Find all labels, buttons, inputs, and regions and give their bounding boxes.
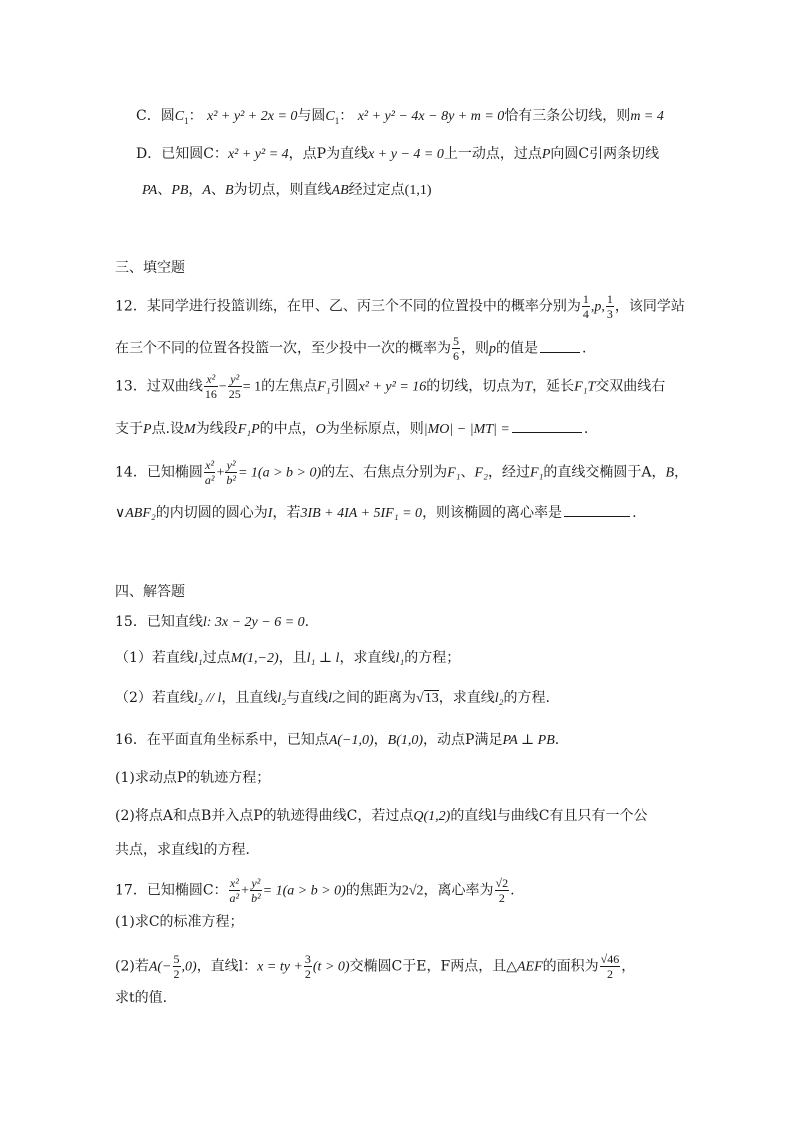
fraction: $\frac{\text{x²}}{16}$	[204, 372, 217, 401]
question-16-part2-line2: 共点，求直线l的方程．	[115, 842, 260, 858]
fraction: $\frac{\text{y²}}{\text{b²}}$	[226, 458, 236, 487]
fraction: $\frac{3}{2}$	[304, 952, 311, 981]
option-d-line2: PA、PB，A、B为切点，则直线AB经过定点(1,1)	[142, 182, 432, 198]
question-12-line2: 在三个不同的位置各投篮一次，至少投中一次的概率为 $\frac{5}{6}$ ，则p的值是 .	[115, 334, 587, 363]
question-16: 16．在平面直角坐标系中，已知点A(−1,0)，B(1,0)，动点P满足PA ⊥ PB.	[115, 732, 560, 748]
option-c: C．圆$C_1$： x² + y² + 2x = 0与圆$C_1$： x² + y² − 4x − 8y + m = 0恰有三条公切线，则m = 4	[136, 108, 664, 126]
question-17-part2-line2: 求t的值.	[115, 990, 168, 1006]
option-d: D．已知圆C：x² + y² = 4，点P为直线x + y − 4 = 0上一动点，过点P向圆C引两条切线	[136, 146, 660, 162]
question-15-part1: （1）若直线l₁过点M(1,−2)，且l₁ ⊥ l，求直线l₁的方程；	[115, 650, 461, 666]
question-15: 15．已知直线l: 3x − 2y − 6 = 0.	[115, 614, 310, 630]
fraction: $\frac{\text{y²}}{25}$	[228, 372, 241, 401]
question-14: 14．已知椭圆 $\frac{\text{x²}}{\text{a²}}$ + $\frac{\text{y²}}{\text{b²}}$ = 1(a > b > 0)的左、右焦点分别为F₁、F₂，经过F₁的直线交椭圆于A，B，	[115, 458, 689, 487]
question-14-line2: ∨ABF₂的内切圆的圆心为I，若3IB + 4IA + 5IF₁ = 0，则该椭圆的离心率是 .	[115, 502, 637, 524]
fraction: $\frac{\text{x²}}{\text{a²}}$	[204, 458, 215, 487]
section-heading-solutions: 四、解答题	[115, 584, 185, 600]
question-16-part1: (1)求动点P的轨迹方程；	[115, 770, 271, 786]
fraction: $\frac{√2}{2}$	[495, 876, 509, 905]
fraction: $\frac{1}{4}$	[582, 292, 589, 321]
fraction: $\frac{\text{x²}}{\text{a²}}$	[229, 876, 240, 905]
question-13-line2: 支于P点.设M为线段F₁P的中点，O为坐标原点，则|MO| − |MT| = .	[115, 418, 588, 440]
answer-blank[interactable]	[564, 502, 630, 517]
answer-blank[interactable]	[512, 418, 582, 433]
fraction: $\frac{1}{3}$	[606, 292, 613, 321]
question-16-part2: (2)将点A和点B并入点P的轨迹得曲线C，若过点Q(1,2)的直线l与曲线C有且只有一个公	[115, 808, 648, 824]
fraction: $\frac{5}{6}$	[453, 334, 459, 363]
fraction: $\frac{\text{y²}}{\text{b²}}$	[251, 876, 261, 905]
question-15-part2: （2）若直线l₂ // l，且直线l₂与直线l之间的距离为√13，求直线l₂的方程.	[115, 690, 550, 706]
question-13: 13．过双曲线 $\frac{\text{x²}}{16}$ − $\frac{\text{y²}}{25}$ = 1的左焦点F₁引圆x² + y² = 16的切线，切点为T，延长F₁T交双曲线右	[115, 372, 666, 401]
question-12: 12．某同学进行投篮训练，在甲、乙、丙三个不同的位置投中的概率分别为 $\frac{1}{4}$ ,p, $\frac{1}{3}$ ，该同学站	[115, 292, 685, 321]
section-heading-fill-in: 三、填空题	[115, 260, 185, 276]
question-17: 17．已知椭圆C： $\frac{\text{x²}}{\text{a²}}$ + $\frac{\text{y²}}{\text{b²}}$ = 1(a > b > 0)的焦距为2√2，离心率为 $\frac{√2}{2}$ .	[115, 876, 515, 905]
answer-blank[interactable]	[540, 338, 580, 353]
fraction: $\frac{5}{2}$	[173, 952, 180, 981]
question-17-part1: (1)求C的标准方程；	[115, 914, 244, 930]
fraction: $\frac{√46}{2}$	[600, 952, 620, 981]
question-17-part2: (2)若A(− $\frac{5}{2}$ ,0)，直线l：x = ty + $\frac{3}{2}$ (t > 0)交椭圆C于E，F两点，且△AEF的面积为 $\frac{√46}{2}$ ，	[115, 952, 636, 981]
